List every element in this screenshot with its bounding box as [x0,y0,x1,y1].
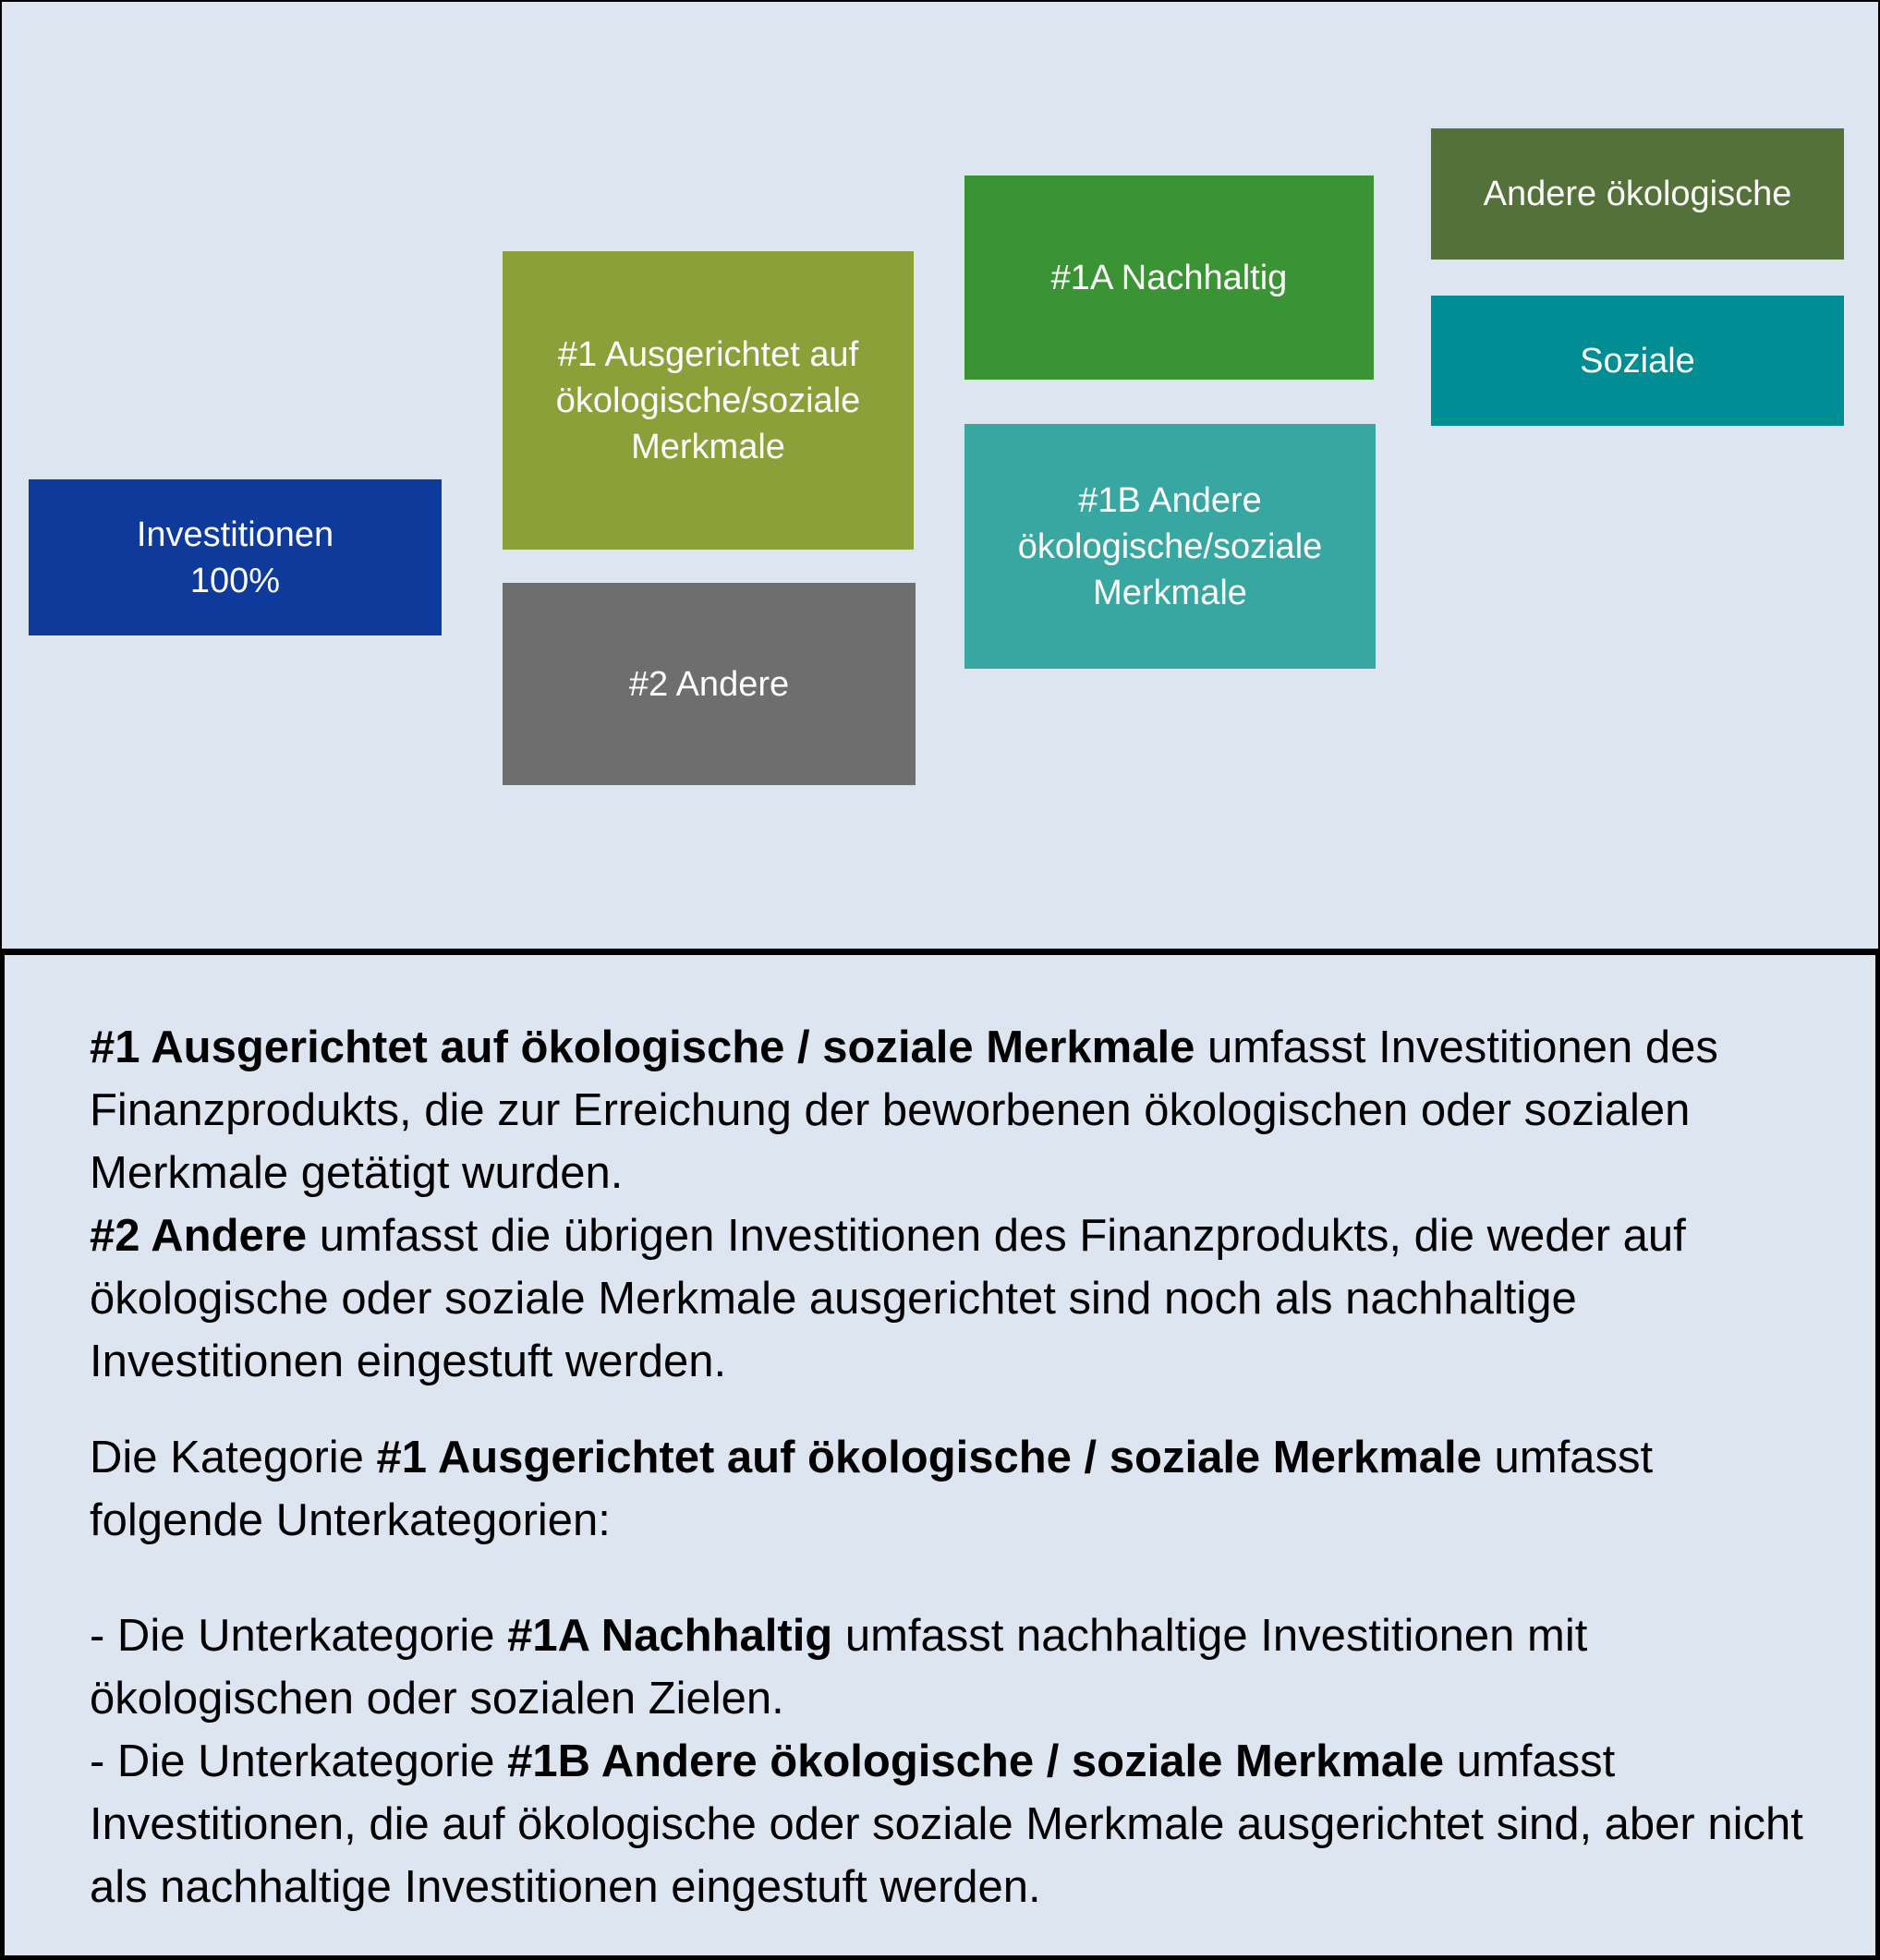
legend-line [90,1604,1850,1667]
legend-line [90,1426,1850,1489]
legend-segment: - Die Unterkategorie [90,1736,508,1786]
box-label-line: Soziale [1580,341,1695,381]
legend-bold-segment: #2 Andere [90,1211,308,1261]
legend-bold-segment: #1 Ausgerichtet auf ökologische / soziale Merkmale [376,1433,1482,1482]
legend-paragraph-definition-1-und-2 [90,1016,1850,1393]
legend-line [90,1330,1850,1393]
legend-bold-segment: #1 Ausgerichtet auf ökologische / soziale Merkmale [90,1022,1195,1072]
diagram-box-category-2 [503,583,916,785]
legend-bold-segment: #1B Andere ökologische / soziale Merkmale [507,1736,1445,1786]
legend-line [90,1793,1850,1856]
diagram-panel [0,0,1880,950]
diagram-box-investitionen [29,479,442,635]
diagram-box-category-1 [503,251,914,550]
box-label-line: 100% [189,561,281,600]
legend-line [90,1204,1850,1267]
legend-segment: Investitionen eingestuft werden. [90,1337,727,1386]
legend-segment: umfasst [1444,1736,1616,1786]
legend-line [90,1016,1850,1079]
legend-line [90,1489,1850,1552]
legend-segment: Merkmale getätigt wurden. [90,1148,624,1198]
legend-segment: - Die Unterkategorie [90,1611,508,1661]
legend-segment: ökologischen oder sozialen Zielen. [90,1674,784,1724]
legend-segment: umfasst die übrigen Investitionen des Finanzprodukts, die weder auf [307,1211,1686,1261]
box-label-line: #1A Nachhaltig [1050,258,1288,297]
legend-line [90,1730,1850,1793]
legend-bold-segment: #1A Nachhaltig [507,1611,833,1661]
box-label-line: #2 Andere [628,664,790,704]
legend-paragraph-kategorie-intro [90,1426,1850,1552]
box-label-line: Merkmale [631,427,785,466]
legend-segment: Die Kategorie [90,1433,377,1482]
legend-line [90,1856,1850,1918]
legend-panel [0,950,1880,1960]
box-label-line: ökologische/soziale [1017,526,1323,566]
box-label-line: Investitionen [136,514,334,554]
diagram-box-category-1b [964,424,1376,669]
legend-segment: Investitionen, die auf ökologische oder soziale Merkmale ausgerichtet sind, aber nicht [90,1799,1803,1849]
legend-line [90,1667,1850,1730]
legend-line [90,1267,1850,1330]
box-label-line: #1 Ausgerichtet auf [557,334,859,374]
legend-text [90,1016,1850,1918]
legend-segment: umfasst Investitionen des [1195,1022,1718,1072]
legend-segment: umfasst nachhaltige Investitionen mit [832,1611,1588,1661]
diagram-box-category-1a [964,175,1374,380]
legend-line [90,1142,1850,1204]
legend-line [90,1079,1850,1142]
legend-segment: ökologische oder soziale Merkmale ausgerichtet sind noch als nachhaltige [90,1274,1577,1324]
legend-segment: umfasst [1481,1433,1654,1482]
box-label-line: Andere ökologische [1483,175,1792,213]
diagram-box-andere-oekologische [1431,128,1844,260]
box-label-line: Merkmale [1093,573,1247,612]
legend-segment: Finanzprodukts, die zur Erreichung der beworbenen ökologischen oder sozialen [90,1085,1691,1135]
legend-paragraph-unterkategorien [90,1604,1850,1918]
box-label-line: ökologische/soziale [555,381,861,420]
diagram-box-soziale [1431,296,1844,426]
legend-segment: folgende Unterkategorien: [90,1495,611,1545]
legend-segment: als nachhaltige Investitionen eingestuft werden. [90,1862,1041,1912]
box-label-line: #1B Andere [1078,480,1262,520]
